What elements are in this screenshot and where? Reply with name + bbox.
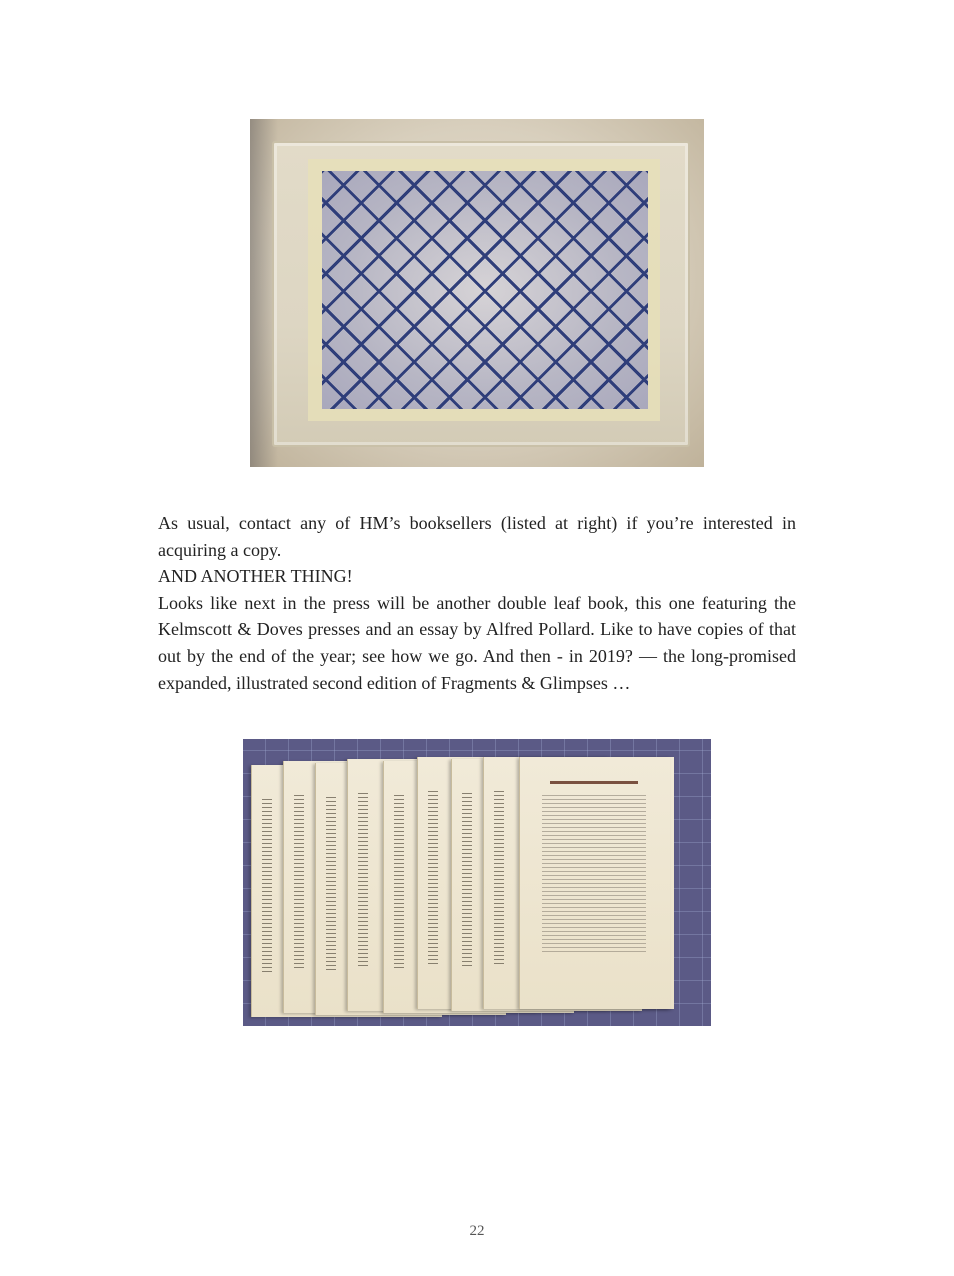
blue-thread-lattice — [322, 171, 648, 409]
text-column — [428, 791, 438, 967]
text-column — [262, 799, 272, 975]
text-column — [394, 795, 404, 971]
page-number: 22 — [469, 1223, 485, 1239]
body-text — [158, 510, 796, 696]
paragraph-next-press: Looks like next in the press will be another double leaf book, this one featuring the Kelmscott & Doves presses and an essay by Alfred Pollard. Like to have copies of that out by the end of the year; see how we go. And then - in 2019? — the long-promised expanded, illustrated second edition of Fragments & Glimpses … — [158, 592, 796, 693]
text-column — [358, 793, 368, 969]
photo-glass-plate-lattice — [250, 119, 704, 467]
leaf-heading-line — [550, 781, 638, 784]
heading-another-thing: AND ANOTHER THING! — [158, 566, 353, 587]
text-column — [462, 793, 472, 969]
printed-leaf-front — [519, 757, 670, 1009]
paragraph-booksellers: As usual, contact any of HM’s booksellers (listed at right) if you’re interested in acquiring a copy. — [158, 513, 796, 560]
text-column — [326, 797, 336, 973]
text-column — [494, 791, 504, 967]
leaf-text-block — [542, 795, 646, 955]
text-column — [294, 795, 304, 971]
photo-fanned-leaves — [243, 739, 711, 1026]
